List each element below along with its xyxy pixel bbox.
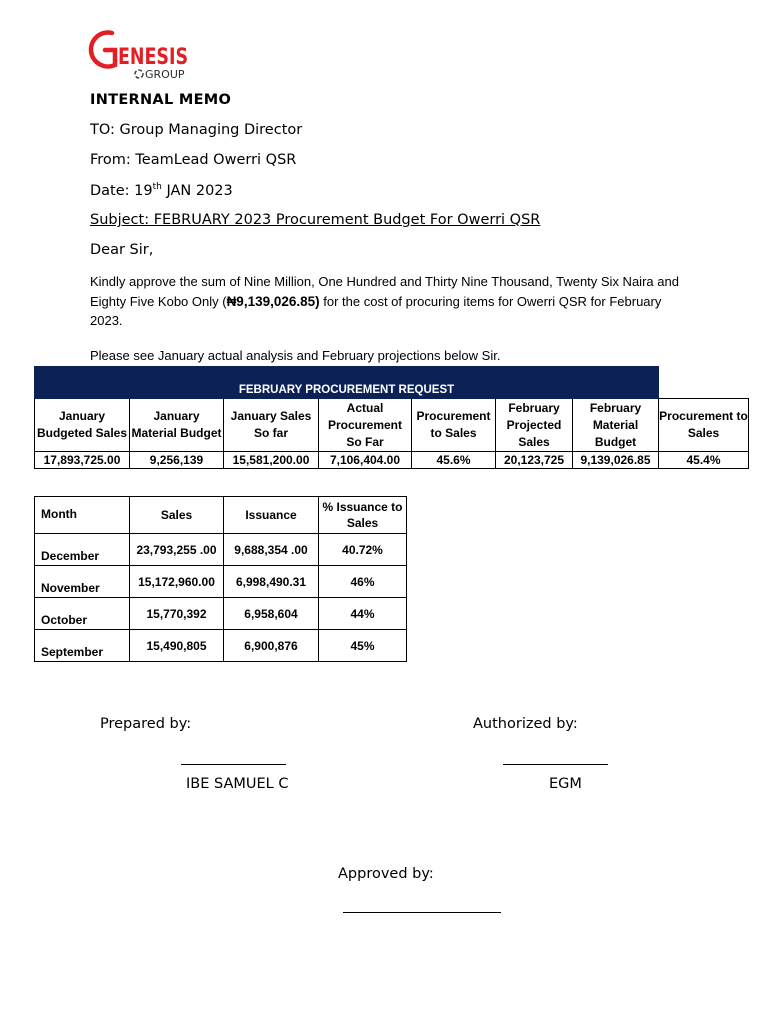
memo-salutation: Dear Sir, xyxy=(90,242,154,258)
header-cell: Sales xyxy=(130,497,224,534)
table-row xyxy=(35,534,407,566)
issuance-cell: 6,900,876 xyxy=(224,630,319,662)
authorized-by-name: EGM xyxy=(549,776,582,792)
table-header-row xyxy=(35,497,407,534)
header-cell: Actual Procurement So Far xyxy=(319,399,412,452)
procurement-request-table xyxy=(34,366,749,469)
prepared-signature-line xyxy=(181,764,286,765)
sales-cell: 15,172,960.00 xyxy=(130,566,224,598)
memo-subject: Subject: FEBRUARY 2023 Procurement Budget For Owerri QSR xyxy=(90,212,541,228)
header-cell: Procurement to Sales xyxy=(412,399,496,452)
prepared-by-name: IBE SAMUEL C xyxy=(186,776,289,792)
ratio-cell: 45% xyxy=(319,630,407,662)
approved-signature-line xyxy=(343,912,501,913)
value-cell: 45.6% xyxy=(412,452,496,469)
monthly-history-table xyxy=(34,496,407,662)
table-banner: FEBRUARY PROCUREMENT REQUEST xyxy=(35,367,659,399)
header-cell: January Budgeted Sales xyxy=(35,399,130,452)
genesis-group-logo xyxy=(88,28,198,82)
table-row xyxy=(35,452,749,469)
memo-body xyxy=(90,272,690,331)
month-cell: September xyxy=(35,630,130,662)
value-cell: 7,106,404.00 xyxy=(319,452,412,469)
value-cell: 15,581,200.00 xyxy=(224,452,319,469)
logo-sub-text: GROUP xyxy=(145,68,185,81)
ratio-cell: 44% xyxy=(319,598,407,630)
value-cell: 9,256,139 xyxy=(130,452,224,469)
table-row xyxy=(35,598,407,630)
issuance-cell: 9,688,354 .00 xyxy=(224,534,319,566)
header-cell: Issuance xyxy=(224,497,319,534)
memo-title: INTERNAL MEMO xyxy=(90,92,232,108)
issuance-cell: 6,958,604 xyxy=(224,598,319,630)
header-cell: February Projected Sales xyxy=(496,399,573,452)
authorized-by-label: Authorized by: xyxy=(473,716,578,732)
ratio-cell: 46% xyxy=(319,566,407,598)
header-cell: Month xyxy=(35,497,130,534)
value-cell: 17,893,725.00 xyxy=(35,452,130,469)
table-row xyxy=(35,630,407,662)
table-header-row xyxy=(35,399,749,452)
body-part-1: Kindly approve the sum of Nine Million, One Hundred and Thirty Nine Thousand, Twenty Six Naira and Eighty Five Kobo Only ( xyxy=(90,274,679,309)
prepared-by-label: Prepared by: xyxy=(100,716,192,732)
body-part-2: for the cost of procuring items for Owerri QSR for February 2023. xyxy=(90,293,662,328)
month-cell: November xyxy=(35,566,130,598)
memo-to: TO: Group Managing Director xyxy=(90,122,303,138)
logo-brand-text: ENESIS xyxy=(118,45,188,70)
value-cell: 20,123,725 xyxy=(496,452,573,469)
value-cell: 9,139,026.85 xyxy=(573,452,659,469)
authorized-signature-line xyxy=(503,764,608,765)
ratio-cell: 40.72% xyxy=(319,534,407,566)
date-prefix: Date: 19 xyxy=(90,182,153,199)
memo-see-below: Please see January actual analysis and February projections below Sir. xyxy=(90,348,501,363)
table-row xyxy=(35,566,407,598)
month-cell: October xyxy=(35,598,130,630)
header-cell: % Issuance to Sales xyxy=(319,497,407,534)
date-superscript: th xyxy=(152,182,162,192)
header-cell: January Sales So far xyxy=(224,399,319,452)
issuance-cell: 6,998,490.31 xyxy=(224,566,319,598)
header-cell: January Material Budget xyxy=(130,399,224,452)
approved-by-label: Approved by: xyxy=(338,866,434,882)
header-cell: February Material Budget xyxy=(573,399,659,452)
memo-date xyxy=(90,182,233,199)
date-suffix: JAN 2023 xyxy=(161,182,233,199)
month-cell: December xyxy=(35,534,130,566)
sales-cell: 15,770,392 xyxy=(130,598,224,630)
header-cell: Procurement to Sales xyxy=(659,399,749,452)
sales-cell: 15,490,805 xyxy=(130,630,224,662)
value-cell: 45.4% xyxy=(659,452,749,469)
body-amount: ₦9,139,026.85) xyxy=(226,293,320,309)
sales-cell: 23,793,255 .00 xyxy=(130,534,224,566)
memo-from: From: TeamLead Owerri QSR xyxy=(90,152,297,168)
